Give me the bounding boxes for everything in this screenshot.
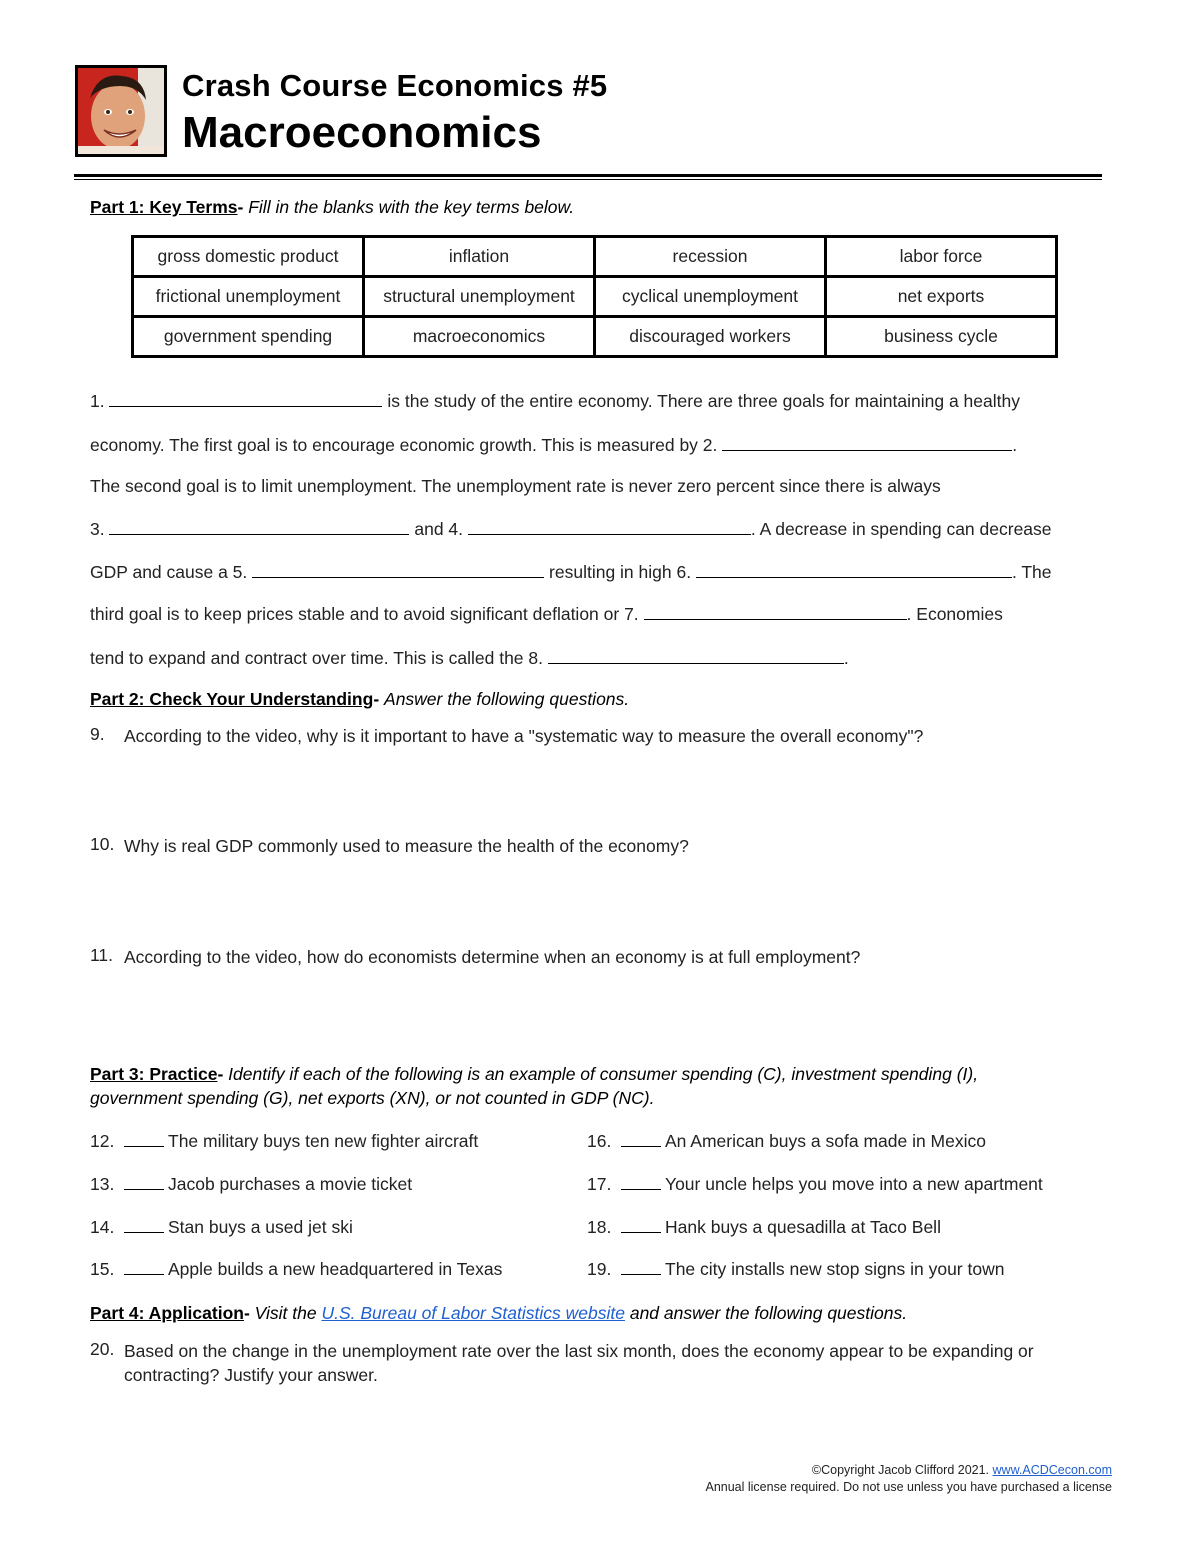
key-term-cell: government spending <box>134 318 365 355</box>
part2-dash: - <box>373 689 380 709</box>
key-term-cell: structural unemployment <box>365 278 596 318</box>
answer-blank-input[interactable] <box>621 1130 661 1147</box>
question-text: According to the video, how do economists determine when an economy is at full employment? <box>124 947 861 967</box>
key-term-cell: business cycle <box>884 326 998 346</box>
part3-heading: Part 3: Practice <box>90 1064 218 1084</box>
practice-item <box>90 1216 353 1238</box>
paragraph-text: . Economies <box>906 604 1003 624</box>
copyright-text: ©Copyright Jacob Clifford 2021. <box>811 1463 990 1477</box>
fill-paragraph-line <box>90 647 1110 669</box>
question-number: 20. <box>90 1339 115 1359</box>
practice-item <box>90 1258 502 1280</box>
table-row <box>134 318 1055 355</box>
answer-blank-input[interactable] <box>124 1173 164 1190</box>
practice-item <box>587 1258 1004 1280</box>
answer-blank-input[interactable] <box>621 1173 661 1190</box>
practice-item <box>587 1130 986 1152</box>
part3-header <box>90 1062 1100 1110</box>
answer-blank-input[interactable] <box>124 1258 164 1275</box>
question-text: Based on the change in the unemployment rate over the last six month, does the economy appear to be expanding or contracting? Justify your answer. <box>124 1341 1034 1385</box>
key-term-cell: macroeconomics <box>365 318 596 355</box>
paragraph-text: . <box>843 648 849 668</box>
paragraph-text: and 4. <box>414 519 464 539</box>
part4-pre: Visit the <box>254 1303 317 1323</box>
question-number: 9. <box>90 724 105 744</box>
practice-number: 17. <box>587 1174 612 1194</box>
bls-website-link[interactable]: U.S. Bureau of Labor Statistics website <box>321 1303 625 1323</box>
blank-number: 1. <box>90 391 105 411</box>
key-term-cell: cyclical unemployment <box>596 278 827 318</box>
part2-heading: Part 2: Check Your Understanding <box>90 689 374 709</box>
paragraph-text: . A decrease in spending can decrease <box>750 519 1052 539</box>
question-text: According to the video, why is it important to have a "systematic way to measure the overall economy"? <box>124 726 924 746</box>
key-term-cell: inflation <box>365 238 596 278</box>
practice-text: The military buys ten new fighter aircraft <box>168 1131 479 1151</box>
answer-blank-input[interactable] <box>621 1258 661 1275</box>
paragraph-text: economy. The first goal is to encourage economic growth. This is measured by 2. <box>90 435 718 455</box>
header-divider <box>74 174 1102 177</box>
part2-instruction: Answer the following questions. <box>384 689 630 709</box>
part3-instruction: Identify if each of the following is an example of consumer spending (C), investment spending (I), <box>228 1064 979 1084</box>
paragraph-text: GDP and cause a 5. <box>90 562 248 582</box>
part1-instruction: Fill in the blanks with the key terms below. <box>248 197 575 217</box>
practice-number: 18. <box>587 1217 612 1237</box>
practice-item <box>90 1173 412 1195</box>
license-notice: Annual license required. Do not use unless you have purchased a license <box>705 1480 1112 1494</box>
blank-3-input[interactable] <box>109 518 409 535</box>
fill-paragraph-line <box>90 434 1110 456</box>
fill-paragraph-line <box>90 390 1110 412</box>
practice-text: Jacob purchases a movie ticket <box>168 1174 413 1194</box>
blank-number: 3. <box>90 519 105 539</box>
practice-text: Stan buys a used jet ski <box>168 1217 353 1237</box>
practice-number: 12. <box>90 1131 115 1151</box>
part4-header <box>90 1303 907 1324</box>
blank-1-input[interactable] <box>109 390 382 407</box>
paragraph-text: is the study of the entire economy. There are three goals for maintaining a healthy <box>387 391 1020 411</box>
blank-8-input[interactable] <box>548 647 844 664</box>
practice-number: 16. <box>587 1131 612 1151</box>
key-term-cell: recession <box>596 238 827 278</box>
question-number: 11. <box>90 945 114 965</box>
blank-6-input[interactable] <box>696 561 1012 578</box>
header-divider-thin <box>74 179 1102 180</box>
paragraph-text: . <box>1012 435 1018 455</box>
practice-text: Hank buys a quesadilla at Taco Bell <box>665 1217 941 1237</box>
question-number: 10. <box>90 834 115 854</box>
question-item <box>90 945 861 967</box>
practice-text: An American buys a sofa made in Mexico <box>665 1131 986 1151</box>
key-term-cell: labor force <box>827 238 1055 278</box>
question-item <box>90 1339 1034 1385</box>
acdc-website-link[interactable]: www.ACDCecon.com <box>992 1463 1112 1477</box>
key-term-cell: net exports <box>827 278 1055 318</box>
practice-item <box>90 1130 478 1152</box>
paragraph-text: The second goal is to limit unemployment. The unemployment rate is never zero percent since there is always <box>90 476 941 496</box>
part1-heading: Part 1: Key Terms <box>90 197 238 217</box>
part3-instruction: government spending (G), net exports (XN), or not counted in GDP (NC). <box>90 1088 655 1108</box>
practice-number: 15. <box>90 1259 115 1279</box>
table-row <box>134 238 1055 278</box>
paragraph-text: . The <box>1011 562 1052 582</box>
part1-header <box>90 197 574 218</box>
key-term-cell: discouraged workers <box>596 318 827 355</box>
question-item <box>90 724 924 746</box>
paragraph-text: resulting in high 6. <box>549 562 692 582</box>
practice-text: Your uncle helps you move into a new apartment <box>665 1174 1043 1194</box>
question-text: Why is real GDP commonly used to measure the health of the economy? <box>124 836 689 856</box>
practice-text: Apple builds a new headquartered in Texas <box>168 1259 503 1279</box>
worksheet-topic-title: Macroeconomics <box>182 108 542 157</box>
fill-paragraph-line <box>90 518 1110 540</box>
blank-7-input[interactable] <box>644 603 907 620</box>
practice-item <box>587 1216 941 1238</box>
paragraph-text: tend to expand and contract over time. This is called the 8. <box>90 648 543 668</box>
blank-5-input[interactable] <box>252 561 544 578</box>
fill-paragraph-line <box>90 561 1110 583</box>
fill-paragraph-line <box>90 476 1110 497</box>
answer-blank-input[interactable] <box>124 1130 164 1147</box>
worksheet-series-title: Crash Course Economics #5 <box>182 68 608 103</box>
table-row <box>134 278 1055 318</box>
key-terms-table <box>131 235 1058 358</box>
part2-header <box>90 689 629 710</box>
paragraph-text: third goal is to keep prices stable and to avoid significant deflation or 7. <box>90 604 639 624</box>
answer-blank-input[interactable] <box>124 1216 164 1233</box>
answer-blank-input[interactable] <box>621 1216 661 1233</box>
key-term-cell: gross domestic product <box>134 238 365 278</box>
part1-dash: - <box>237 197 244 217</box>
question-item <box>90 834 689 856</box>
part3-dash: - <box>217 1064 224 1084</box>
presenter-photo-icon <box>75 65 167 157</box>
practice-item <box>587 1173 1043 1195</box>
blank-2-input[interactable] <box>722 434 1012 451</box>
part4-heading: Part 4: Application <box>90 1303 244 1323</box>
part4-dash: - <box>243 1303 250 1323</box>
practice-number: 13. <box>90 1174 115 1194</box>
practice-number: 14. <box>90 1217 115 1237</box>
key-term-cell: frictional unemployment <box>134 278 365 318</box>
practice-number: 19. <box>587 1259 612 1279</box>
fill-paragraph-line <box>90 603 1110 625</box>
part4-post: and answer the following questions. <box>629 1303 908 1323</box>
blank-4-input[interactable] <box>468 518 751 535</box>
copyright-line <box>812 1463 1112 1477</box>
practice-text: The city installs new stop signs in your town <box>665 1259 1005 1279</box>
